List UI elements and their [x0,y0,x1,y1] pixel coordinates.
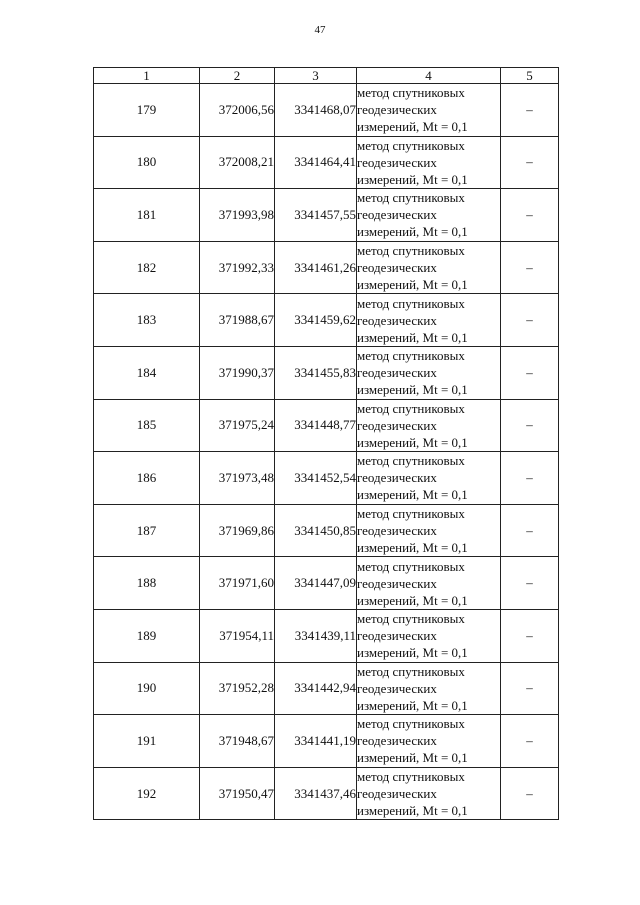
point-number-cell: 191 [94,715,200,768]
method-line: метод спутниковых [357,611,465,627]
note-cell: – [501,504,559,557]
table-row [94,84,559,137]
method-line: метод спутниковых [357,506,465,522]
y-coordinate-cell: 3341450,85 [275,504,357,557]
x-coordinate-cell: 371952,28 [200,662,275,715]
method-cell [357,662,501,715]
method-line: измерений, Mt = 0,1 [357,224,468,240]
point-number-cell: 189 [94,609,200,662]
y-coordinate-cell: 3341457,55 [275,189,357,242]
note-cell: – [501,399,559,452]
point-number-cell: 190 [94,662,200,715]
x-coordinate-cell: 371988,67 [200,294,275,347]
y-coordinate-cell: 3341452,54 [275,452,357,505]
x-coordinate-cell: 371992,33 [200,241,275,294]
method-cell [357,346,501,399]
table-row [94,189,559,242]
method-cell [357,767,501,820]
y-coordinate-cell: 3341461,26 [275,241,357,294]
note-cell: – [501,662,559,715]
method-line: геодезических [357,523,437,539]
x-coordinate-cell: 372006,56 [200,84,275,137]
y-coordinate-cell: 3341455,83 [275,346,357,399]
x-coordinate-cell: 371993,98 [200,189,275,242]
method-line: измерений, Mt = 0,1 [357,592,468,608]
note-cell: – [501,346,559,399]
table-header [94,68,559,84]
method-cell [357,241,501,294]
method-line: измерений, Mt = 0,1 [357,277,468,293]
method-cell [357,609,501,662]
method-line: геодезических [357,575,437,591]
y-coordinate-cell: 3341441,19 [275,715,357,768]
table-row [94,715,559,768]
method-cell [357,399,501,452]
header-col-1: 1 [94,68,200,84]
point-number-cell: 187 [94,504,200,557]
header-col-2: 2 [200,68,275,84]
method-line: геодезических [357,470,437,486]
method-line: геодезических [357,628,437,644]
table-row [94,504,559,557]
x-coordinate-cell: 371990,37 [200,346,275,399]
method-line: измерений, Mt = 0,1 [357,697,468,713]
header-col-4: 4 [357,68,501,84]
coordinates-table [93,67,559,820]
table-row [94,294,559,347]
table-row [94,452,559,505]
point-number-cell: 184 [94,346,200,399]
y-coordinate-cell: 3341447,09 [275,557,357,610]
point-number-cell: 180 [94,136,200,189]
method-cell [357,84,501,137]
method-cell [357,189,501,242]
header-col-3: 3 [275,68,357,84]
method-line: измерений, Mt = 0,1 [357,119,468,135]
x-coordinate-cell: 371969,86 [200,504,275,557]
y-coordinate-cell: 3341437,46 [275,767,357,820]
method-line: метод спутниковых [357,716,465,732]
y-coordinate-cell: 3341468,07 [275,84,357,137]
header-col-5: 5 [501,68,559,84]
method-line: метод спутниковых [357,663,465,679]
point-number-cell: 186 [94,452,200,505]
method-line: геодезических [357,102,437,118]
method-cell [357,136,501,189]
method-line: геодезических [357,260,437,276]
point-number-cell: 179 [94,84,200,137]
method-cell [357,294,501,347]
note-cell: – [501,557,559,610]
table-row [94,136,559,189]
header-row [94,68,559,84]
note-cell: – [501,189,559,242]
note-cell: – [501,294,559,347]
x-coordinate-cell: 371950,47 [200,767,275,820]
method-line: метод спутниковых [357,190,465,206]
method-line: геодезических [357,417,437,433]
table-row [94,557,559,610]
point-number-cell: 181 [94,189,200,242]
method-line: измерений, Mt = 0,1 [357,434,468,450]
page-number: 47 [314,24,326,36]
method-line: метод спутниковых [357,348,465,364]
method-line: метод спутниковых [357,137,465,153]
table-row [94,662,559,715]
method-cell [357,715,501,768]
method-line: геодезических [357,733,437,749]
method-line: геодезических [357,312,437,328]
method-line: метод спутниковых [357,243,465,259]
method-cell [357,557,501,610]
method-line: геодезических [357,680,437,696]
note-cell: – [501,452,559,505]
point-number-cell: 188 [94,557,200,610]
x-coordinate-cell: 371973,48 [200,452,275,505]
method-line: метод спутниковых [357,769,465,785]
note-cell: – [501,767,559,820]
method-line: измерений, Mt = 0,1 [357,487,468,503]
method-line: метод спутниковых [357,453,465,469]
y-coordinate-cell: 3341442,94 [275,662,357,715]
method-line: метод спутниковых [357,295,465,311]
y-coordinate-cell: 3341464,41 [275,136,357,189]
x-coordinate-cell: 372008,21 [200,136,275,189]
method-line: измерений, Mt = 0,1 [357,803,468,819]
method-line: метод спутниковых [357,400,465,416]
point-number-cell: 185 [94,399,200,452]
method-line: измерений, Mt = 0,1 [357,171,468,187]
table-row [94,241,559,294]
method-line: метод спутниковых [357,558,465,574]
point-number-cell: 182 [94,241,200,294]
table-row [94,399,559,452]
method-cell [357,452,501,505]
note-cell: – [501,241,559,294]
table-row [94,609,559,662]
method-cell [357,504,501,557]
table-row [94,346,559,399]
point-number-cell: 192 [94,767,200,820]
note-cell: – [501,136,559,189]
method-line: измерений, Mt = 0,1 [357,540,468,556]
y-coordinate-cell: 3341459,62 [275,294,357,347]
method-line: геодезических [357,154,437,170]
y-coordinate-cell: 3341448,77 [275,399,357,452]
table-body [94,84,559,820]
x-coordinate-cell: 371971,60 [200,557,275,610]
method-line: геодезических [357,786,437,802]
x-coordinate-cell: 371948,67 [200,715,275,768]
x-coordinate-cell: 371954,11 [200,609,275,662]
method-line: геодезических [357,365,437,381]
point-number-cell: 183 [94,294,200,347]
note-cell: – [501,84,559,137]
x-coordinate-cell: 371975,24 [200,399,275,452]
method-line: измерений, Mt = 0,1 [357,382,468,398]
method-line: метод спутниковых [357,85,465,101]
table-row [94,767,559,820]
method-line: измерений, Mt = 0,1 [357,645,468,661]
method-line: измерений, Mt = 0,1 [357,750,468,766]
y-coordinate-cell: 3341439,11 [275,609,357,662]
method-line: измерений, Mt = 0,1 [357,329,468,345]
method-line: геодезических [357,207,437,223]
note-cell: – [501,715,559,768]
note-cell: – [501,609,559,662]
